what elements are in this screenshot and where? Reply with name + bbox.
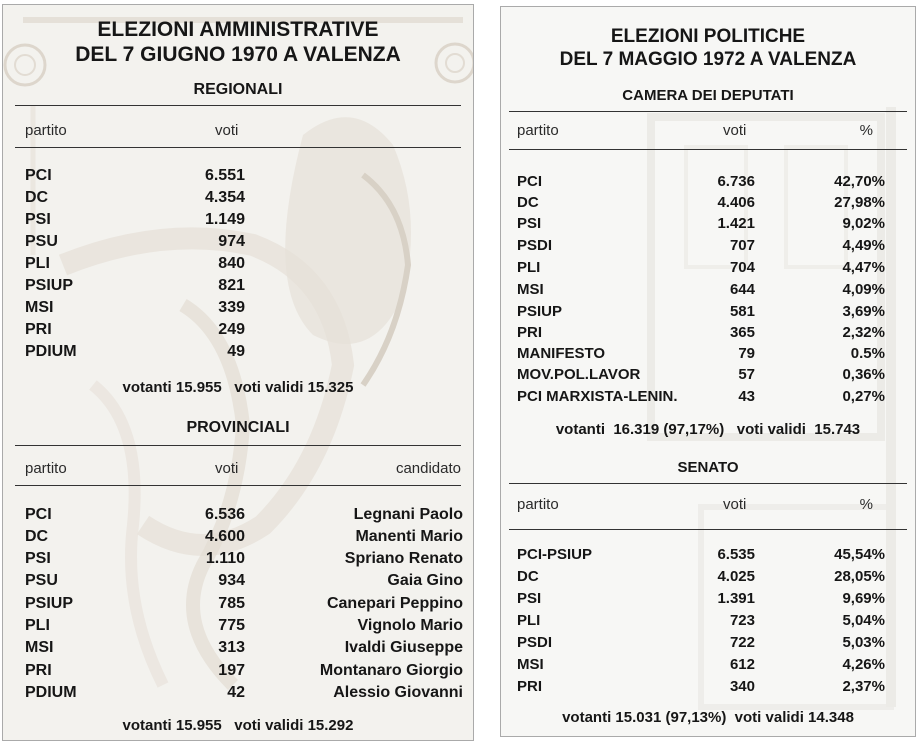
candidate-name: Gaia Gino — [387, 572, 463, 589]
provinciali-header-rule — [15, 485, 461, 486]
camera-col-votes: voti — [723, 122, 747, 139]
party-percent: 2,32% — [842, 324, 885, 341]
party-name: PCI — [25, 506, 52, 523]
party-name: PLI — [25, 255, 50, 272]
party-name: PLI — [517, 259, 541, 276]
table-row — [3, 231, 474, 252]
party-name: DC — [517, 194, 539, 211]
party-votes: 340 — [729, 678, 755, 695]
provinciali-col-candidate: candidato — [395, 460, 461, 477]
table-row — [501, 192, 916, 213]
party-name: PCI MARXISTA-LENIN. — [517, 388, 678, 405]
party-name: PSIUP — [517, 303, 563, 320]
senato-col-pct: % — [859, 496, 873, 513]
party-name: MSI — [517, 281, 544, 298]
party-percent: 0.5% — [850, 345, 885, 362]
party-votes: 775 — [218, 617, 245, 634]
party-percent: 45,54% — [834, 546, 885, 563]
table-row — [501, 301, 916, 322]
party-percent: 4,26% — [842, 656, 885, 673]
table-row — [501, 566, 916, 587]
candidate-name: Alessio Giovanni — [333, 684, 463, 701]
camera-heading: CAMERA DEI DEPUTATI — [622, 87, 794, 104]
table-row — [501, 364, 916, 385]
table-row — [3, 548, 474, 569]
party-votes: 1.110 — [205, 550, 245, 567]
party-votes: 707 — [729, 237, 755, 254]
party-votes: 1.149 — [204, 211, 245, 228]
table-row — [3, 526, 474, 547]
table-row — [501, 322, 916, 343]
camera-top-rule — [509, 111, 907, 112]
party-votes: 57 — [738, 366, 755, 383]
party-name: PSDI — [517, 634, 553, 651]
table-row — [501, 632, 916, 653]
candidate-name: Spriano Renato — [344, 550, 463, 567]
camera-header-rule — [509, 149, 907, 150]
party-votes: 49 — [227, 343, 245, 360]
left-panel — [2, 4, 474, 741]
party-votes: 313 — [218, 639, 245, 656]
table-row — [3, 209, 474, 230]
party-votes: 6.535 — [717, 546, 755, 563]
table-row — [3, 165, 474, 186]
left-title-line1: ELEZIONI AMMINISTRATIVE — [97, 18, 379, 41]
party-votes: 43 — [738, 388, 755, 405]
party-percent: 5,04% — [842, 612, 885, 629]
party-name: PRI — [25, 321, 52, 338]
party-name: PCI-PSIUP — [517, 546, 593, 563]
party-name: PSI — [517, 215, 542, 232]
table-row — [3, 187, 474, 208]
table-row — [501, 676, 916, 697]
camera-col-party: partito — [517, 122, 559, 139]
provinciali-col-votes: voti — [215, 460, 239, 477]
party-votes: 821 — [218, 277, 245, 294]
party-name: PSIUP — [25, 277, 74, 294]
party-name: PRI — [517, 678, 543, 695]
party-name: PSI — [25, 550, 51, 567]
party-votes: 934 — [218, 572, 245, 589]
party-name: DC — [25, 189, 49, 206]
party-votes: 79 — [738, 345, 755, 362]
party-name: PSI — [517, 590, 542, 607]
table-row — [3, 504, 474, 525]
party-votes: 723 — [729, 612, 755, 629]
party-name: DC — [25, 528, 49, 545]
regionali-footer: votanti 15.955 voti validi 15.325 — [122, 379, 354, 396]
party-name: PCI — [517, 173, 543, 190]
party-votes: 4.354 — [204, 189, 245, 206]
provinciali-col-party: partito — [25, 460, 67, 477]
party-votes: 974 — [218, 233, 245, 250]
party-votes: 840 — [218, 255, 245, 272]
party-percent: 4,49% — [842, 237, 885, 254]
party-votes: 249 — [218, 321, 245, 338]
party-percent: 4,47% — [842, 259, 885, 276]
senato-header-rule — [509, 529, 907, 530]
party-name: MSI — [25, 639, 54, 656]
camera-col-pct: % — [859, 122, 873, 139]
party-percent: 2,37% — [842, 678, 885, 695]
party-votes: 4.406 — [717, 194, 755, 211]
candidate-name: Vignolo Mario — [357, 617, 463, 634]
party-name: PDIUM — [25, 684, 77, 701]
table-row — [501, 279, 916, 300]
table-row — [501, 654, 916, 675]
party-name: PSIUP — [25, 595, 74, 612]
regionali-col-votes: voti — [215, 122, 239, 139]
regionali-top-rule — [15, 105, 461, 106]
senato-col-party: partito — [517, 496, 559, 513]
party-name: PSU — [25, 572, 58, 589]
party-votes: 1.421 — [717, 215, 755, 232]
party-votes: 1.391 — [717, 590, 755, 607]
table-row — [3, 637, 474, 658]
table-row — [501, 213, 916, 234]
party-name: DC — [517, 568, 539, 585]
camera-footer: votanti 16.319 (97,17%) voti validi 15.743 — [555, 421, 861, 438]
party-votes: 339 — [218, 299, 245, 316]
table-row — [501, 544, 916, 565]
candidate-name: Manenti Mario — [355, 528, 463, 545]
party-name: PLI — [25, 617, 50, 634]
party-percent: 4,09% — [842, 281, 885, 298]
party-name: PRI — [25, 662, 52, 679]
party-name: MANIFESTO — [517, 345, 606, 362]
table-row — [3, 615, 474, 636]
table-row — [501, 610, 916, 631]
party-votes: 4.600 — [204, 528, 245, 545]
right-title-line2: DEL 7 MAGGIO 1972 A VALENZA — [559, 49, 857, 70]
candidate-name: Legnani Paolo — [353, 506, 463, 523]
party-percent: 0,27% — [842, 388, 885, 405]
party-votes: 4.025 — [717, 568, 755, 585]
senato-top-rule — [509, 483, 907, 484]
senato-heading: SENATO — [677, 459, 739, 476]
right-title-line1: ELEZIONI POLITICHE — [610, 26, 806, 47]
party-votes: 365 — [729, 324, 755, 341]
party-name: MSI — [517, 656, 544, 673]
party-name: PSU — [25, 233, 58, 250]
senato-col-votes: voti — [723, 496, 747, 513]
table-row — [501, 386, 916, 407]
table-row — [501, 235, 916, 256]
table-row — [501, 171, 916, 192]
party-name: PSDI — [517, 237, 553, 254]
table-row — [3, 275, 474, 296]
provinciali-footer: votanti 15.955 voti validi 15.292 — [122, 717, 354, 734]
party-percent: 5,03% — [842, 634, 885, 651]
table-row — [3, 341, 474, 362]
party-name: PLI — [517, 612, 541, 629]
candidate-name: Canepari Peppino — [326, 595, 463, 612]
party-percent: 9,69% — [842, 590, 885, 607]
party-percent: 3,69% — [842, 303, 885, 320]
table-row — [3, 253, 474, 274]
regionali-header-rule — [15, 147, 461, 148]
table-row — [501, 257, 916, 278]
candidate-name: Ivaldi Giuseppe — [344, 639, 463, 656]
party-percent: 9,02% — [842, 215, 885, 232]
table-row — [3, 682, 474, 703]
party-name: PCI — [25, 167, 52, 184]
provinciali-top-rule — [15, 445, 461, 446]
party-votes: 6.536 — [204, 506, 245, 523]
party-votes: 6.551 — [204, 167, 245, 184]
provinciali-heading: PROVINCIALI — [186, 419, 290, 436]
party-votes: 42 — [227, 684, 245, 701]
party-votes: 6.736 — [717, 173, 755, 190]
party-name: PSI — [25, 211, 51, 228]
table-row — [3, 297, 474, 318]
party-name: MOV.POL.LAVOR — [517, 366, 641, 383]
right-panel — [500, 6, 916, 737]
table-row — [3, 660, 474, 681]
party-percent: 0,36% — [842, 366, 885, 383]
party-votes: 612 — [729, 656, 755, 673]
party-name: PRI — [517, 324, 543, 341]
table-row — [3, 593, 474, 614]
table-row — [501, 343, 916, 364]
regionali-heading: REGIONALI — [193, 81, 283, 98]
party-name: MSI — [25, 299, 54, 316]
party-votes: 644 — [729, 281, 755, 298]
party-name: PDIUM — [25, 343, 77, 360]
party-votes: 704 — [729, 259, 755, 276]
table-row — [3, 319, 474, 340]
candidate-name: Montanaro Giorgio — [319, 662, 463, 679]
table-row — [501, 588, 916, 609]
party-percent: 42,70% — [834, 173, 885, 190]
party-votes: 722 — [729, 634, 755, 651]
party-percent: 28,05% — [834, 568, 885, 585]
party-percent: 27,98% — [834, 194, 885, 211]
senato-footer: votanti 15.031 (97,13%) voti validi 14.348 — [562, 709, 854, 726]
party-votes: 581 — [729, 303, 755, 320]
party-votes: 785 — [218, 595, 245, 612]
party-votes: 197 — [218, 662, 245, 679]
left-title-line2: DEL 7 GIUGNO 1970 A VALENZA — [75, 43, 401, 66]
table-row — [3, 570, 474, 591]
regionali-col-party: partito — [25, 122, 67, 139]
